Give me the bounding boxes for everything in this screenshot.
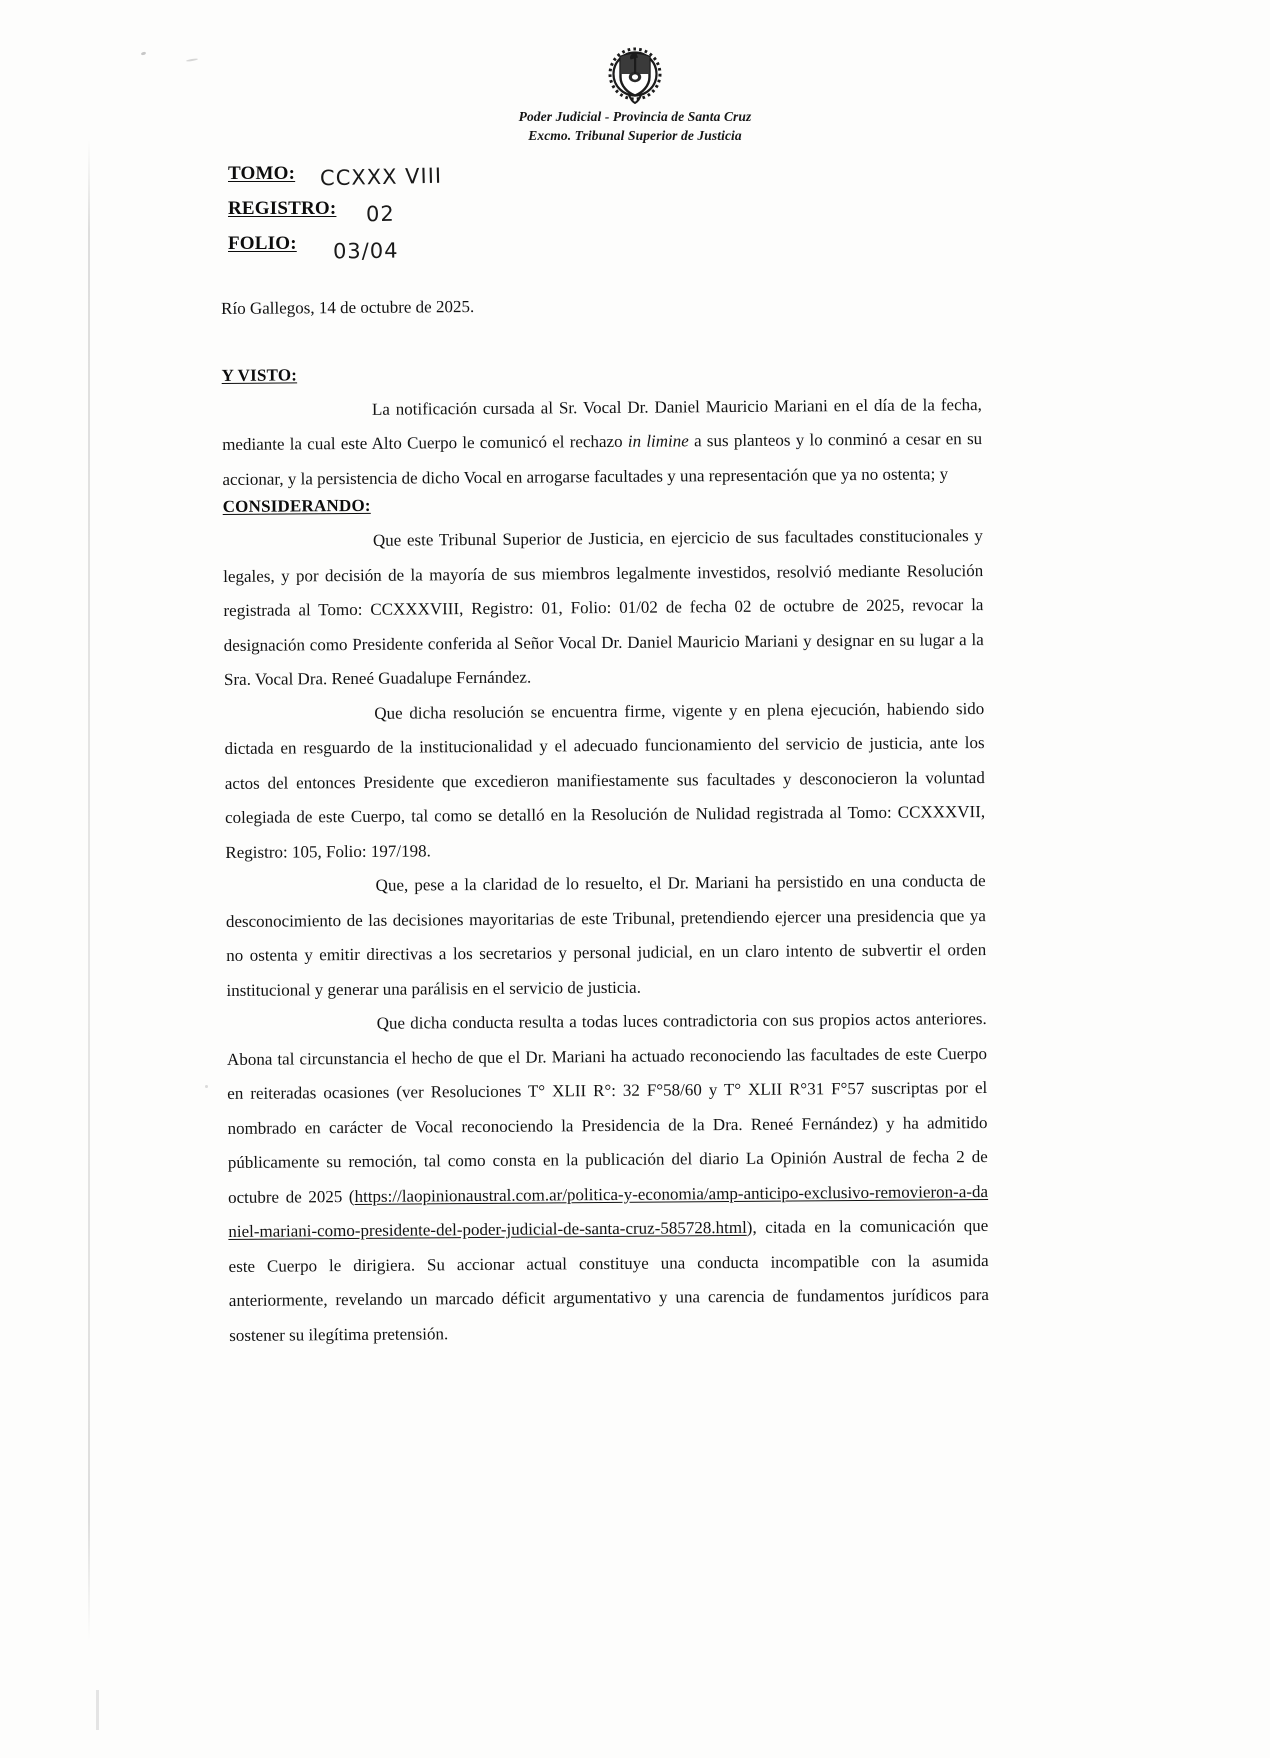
section-heading-considerando: CONSIDERANDO: [222,495,371,516]
header-line-1: Poder Judicial - Provincia de Santa Cruz [518,109,752,124]
registry-label-registro: REGISTRO: [228,198,337,219]
text-run: ), citada en la comunicación que este Cuerpo le dirigiera. Su accionar actual constituye una conducta incompatible con la asumida anteriormente, revelando un marcado déficit argumentativo y una carencia de fundamentos jurídicos para sostener su ilegítima pretensión. [228,1216,989,1345]
emphasis-text: in limine [627,431,689,451]
registry-label-tomo: TOMO: [228,163,296,184]
header-crest [0,44,1270,111]
scan-speck [205,1085,208,1088]
registry-row-folio [228,233,848,268]
paragraph [222,388,983,497]
section-body-considerando [223,519,989,1353]
scan-speck [96,1690,99,1730]
paragraph [223,519,984,697]
registry-value-registro: 02 [365,201,395,227]
section-heading-y-visto: Y VISTO: [221,364,298,385]
paragraph [226,864,987,1008]
registry-value-tomo: CCXXX VIII [319,163,443,191]
header-line-2: Excmo. Tribunal Superior de Justicia [528,127,742,143]
dateline: Río Gallegos, 14 de octubre de 2025. [221,297,475,318]
section-body-y-visto [222,388,983,497]
argentina-coat-of-arms-icon [607,44,663,106]
registry-row-registro [228,198,848,233]
registry-row-tomo [228,163,848,198]
text-run: La notificación cursada al Sr. Vocal Dr. Daniel Mauricio Mariani en el día de la fecha, mediante la cual este Alto Cuerpo le comunicó el rechazo [222,394,982,454]
text-run: Que este Tribunal Superior de Justicia, en ejercicio de sus facultades constitucionales y legales, y por decisión de la mayoría de sus miembros legalmente investidos, resolvió mediante Resolución registrada al Tomo: CCXXXVIII, Registro: 01, Folio: 01/02 de fecha 02 de octubre de 2025, revocar la designación como Presidente conferida al Señor Vocal Dr. Daniel Mauricio Mariani y designar en su lugar a la Sra. Vocal Dra. Reneé Guadalupe Fernández. [223,526,984,689]
paragraph [227,1002,990,1353]
source-url-link[interactable]: https://laopinionaustral.com.ar/politica-y-economia/amp-anticipo-exclusivo-removieron-a-daniel-mariani-como-presidente-del-poder-judicial-de-santa-cruz-585728.html [228,1181,989,1241]
section-y-visto [222,360,983,497]
text-run: Que, pese a la claridad de lo resuelto, el Dr. Mariani ha persistido en una conducta de desconocimiento de las decisiones mayoritarias de este Tribunal, pretendiendo ejercer una presidencia que ya no ostenta y emitir directivas a los secretarios y personal judicial, en un claro intento de subvertir el orden institucional y generar una parálisis en el servicio de justicia. [225,871,987,1000]
header-institution [0,108,1270,145]
registry-block [228,163,848,268]
section-considerando [223,491,990,1353]
text-run: Que dicha conducta resulta a todas luces contradictoria con sus propios actos anteriores. Abona tal circunstancia el hecho de que el Dr. Mariani ha actuado reconociendo las facultades de este Cuerpo en reiteradas ocasiones (ver Resoluciones T° XLII R°: 32 F°58/60 y T° XLII R°31 F°57 suscriptas por el nombrado en carácter de Vocal reconociendo la Presidencia de la Dra. Reneé Fernández) y ha admitido públicamente su remoción, tal como consta en la publicación del diario La Opinión Austral de fecha 2 de octubre de 2025 ( [226,1009,988,1207]
text-run: a sus planteos y lo conminó a cesar en su accionar, y la persistencia de dicho Vocal en arrogarse facultades y una representación que ya no ostenta; y [222,429,983,489]
registry-value-folio: 03/04 [332,238,399,264]
text-run: Que dicha resolución se encuentra firme, vigente y en plena ejecución, habiendo sido dictada en resguardo de la institucionalidad y el adecuado funcionamiento del servicio de justicia, ante los actos del entonces Presidente que excedieron manifiestamente sus facultades y desconocieron la voluntad colegiada de este Cuerpo, tal como se detalló en la Resolución de Nulidad registrada al Tomo: CCXXXVII, Registro: 105, Folio: 197/198. [224,698,986,862]
scan-edge-artifact [88,140,90,1640]
paragraph [224,692,985,870]
document-body [221,290,989,1353]
registry-label-folio: FOLIO: [228,233,297,254]
